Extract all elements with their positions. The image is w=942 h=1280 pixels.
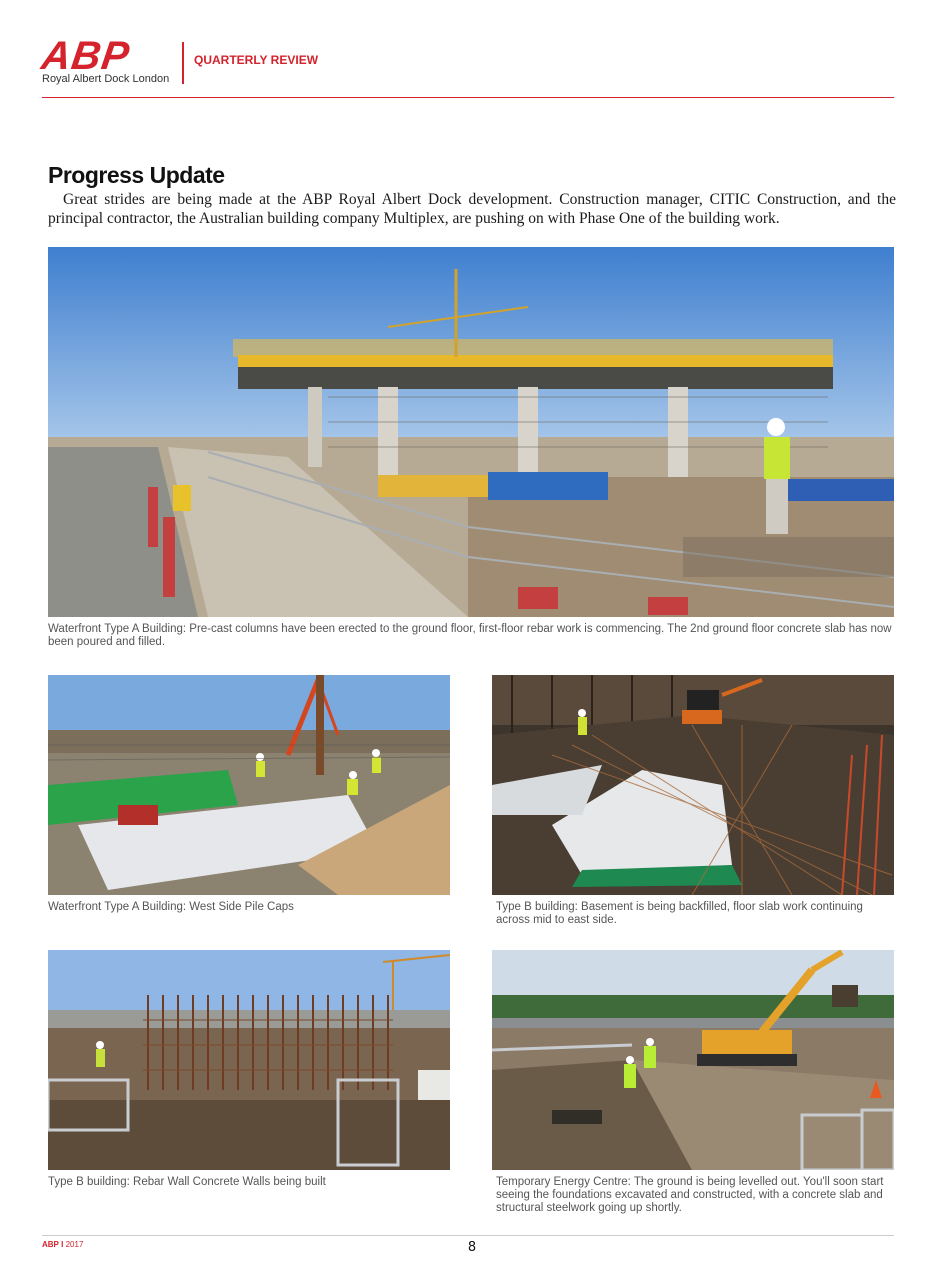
footer-brand: ABP — [42, 1240, 59, 1249]
construction-photo-image — [48, 950, 450, 1170]
footer-separator: I — [61, 1240, 64, 1249]
abp-logo — [38, 34, 172, 88]
page-number: 8 — [467, 1240, 477, 1255]
header-divider — [182, 42, 184, 84]
photo-type-b-basement — [492, 675, 894, 895]
photo-rebar-wall — [48, 950, 450, 1170]
photo-waterfront-columns — [48, 247, 894, 617]
footer-brand-year — [42, 1240, 83, 1249]
photo-caption: Waterfront Type A Building: West Side Pile Caps — [48, 901, 294, 913]
intro-paragraph: Great strides are being made at the ABP Royal Albert Dock development. Construction manager, CITIC Construction, and the principal contractor, the Australian building company Multiplex, are pushing on with Phase One of the building work. — [48, 191, 896, 227]
photo-caption: Type B building: Rebar Wall Concrete Walls being built — [48, 1176, 326, 1188]
header-rule — [42, 97, 894, 98]
footer-rule — [42, 1235, 894, 1236]
section-title: QUARTERLY REVIEW — [194, 53, 319, 67]
construction-photo-image — [48, 247, 894, 617]
photo-caption: Waterfront Type A Building: Pre-cast columns have been erected to the ground floor, first-floor rebar work is commencing. The 2nd ground floor concrete slab has now been poured and filled. — [48, 623, 892, 648]
photo-caption: Type B building: Basement is being backfilled, floor slab work continuing across mid to east side. — [496, 901, 863, 926]
logo-subtitle: Royal Albert Dock London — [42, 73, 170, 85]
page-title: Progress Update — [48, 162, 225, 188]
logo-wordmark: ABP — [38, 34, 133, 78]
photo-caption: Temporary Energy Centre: The ground is being levelled out. You'll soon start seeing the foundations excavated and constructed, with a concrete slab and structural steelwork going up shortly. — [496, 1176, 884, 1214]
photo-west-side-pile-caps — [48, 675, 450, 895]
construction-photo-image — [492, 950, 894, 1170]
page-header — [38, 34, 894, 100]
construction-photo-image — [492, 675, 894, 895]
footer-year: 2017 — [65, 1240, 84, 1249]
photo-temporary-energy-centre — [492, 950, 894, 1170]
construction-photo-image — [48, 675, 450, 895]
